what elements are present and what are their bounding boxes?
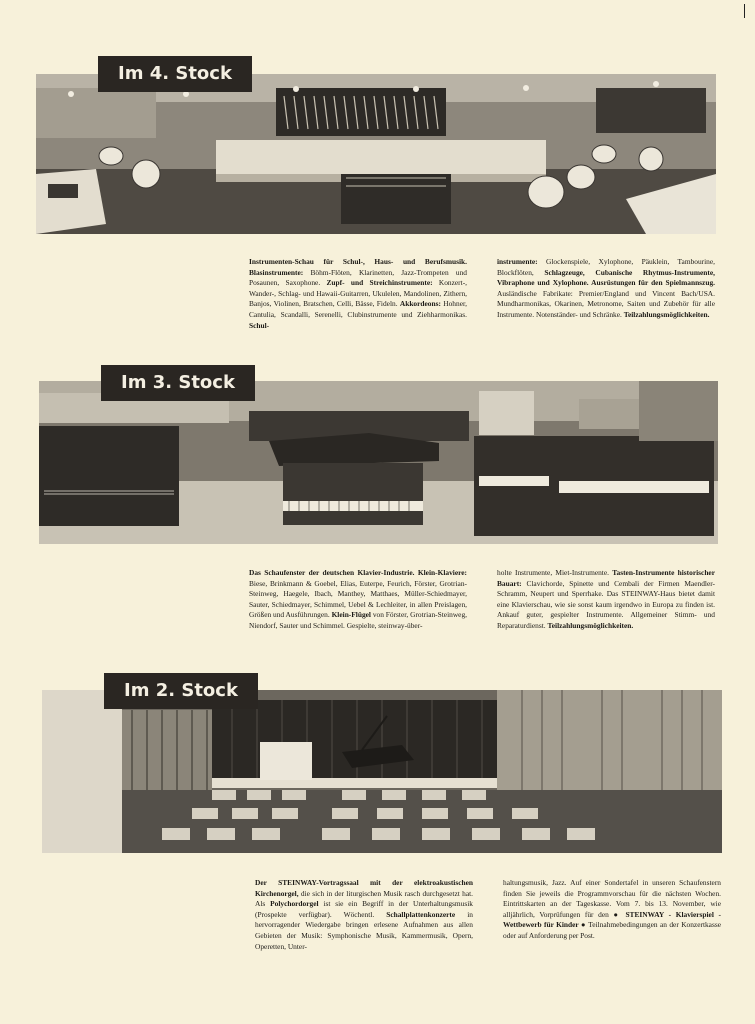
section-3-col-2 (497, 568, 715, 632)
text-run: Hohner, Cantulia, Scandalli, Serenelli, Clubinstrumente und Ziehharmonikas. (249, 299, 467, 319)
floor-label-4: Im 4. Stock (98, 56, 252, 92)
photo-4th-floor-instrument-showroom (36, 74, 716, 234)
floor-label-3: Im 3. Stock (101, 365, 255, 401)
text-run: Clavichorde, Spinette und Cembali der Firmen Maendler-Schramm, Neupert und Sperrhake. Das STEINWAY-Haus bietet damit eine Klavierschau, wie sie sonst kaum irgendwo in Europa zu finden ist. Ankauf guter, gespielter Instrumente. Allgemeiner Stimm- und Reparaturdienst. (497, 578, 715, 630)
text-run: in hervorragender Wiedergabe bringen erlesene Aufnahmen aus allen Gebieten der Musik: Symphonische Musik, Kammermusik, Opern, Operetten, Unter- (255, 909, 473, 951)
section-2-text (255, 878, 721, 952)
text-run: Ausländische Fabrikate: Premier/England und Vincent Bach/USA. Mundharmonikas, Okarinen, Metronome, Saiten und Zubehör für alle Instrumente. Notenständer- und Schränke. (497, 288, 715, 319)
text-run: ist sie ein Begriff in der Unterhaltungsmusik (Prospekte verfügbar). Wöchentl. (255, 899, 473, 919)
bold-text-run: ● STEINWAY - Klavierspiel - Wettbewerb für Kinder ● (503, 909, 721, 930)
bold-text-run: Tasten-Instrumente historischer Bauart: (497, 568, 715, 588)
bold-text-run: Polychordorgel (270, 899, 319, 909)
section-3-text (249, 568, 715, 632)
section-4-col-1 (249, 257, 467, 331)
text-run: Konzert-, Wander-, Schlag- und Hawaii-Guitarren, Ukulelen, Mandolinen, Zithern, Banjos, Violinen, Bratschen, Celli, Bässe, Fideln. (249, 278, 468, 309)
bold-text-run: instrumente: (497, 257, 538, 266)
bold-text-run: Zupf- und Streichinstrumente: (326, 278, 433, 288)
bold-text-run: Akkordeons: (399, 299, 441, 309)
section-2-col-2 (503, 878, 721, 952)
section-3-col-1 (249, 568, 467, 632)
section-2-col-1 (255, 878, 473, 952)
bold-text-run: Schlagzeuge, Cubanische Rhytmus-Instrumente, Vibraphone und Xylophone. Ausrüstungen für den Spielmannszug. (497, 267, 715, 288)
bold-text-run: Teilzahlungsmöglichkeiten. (623, 309, 710, 319)
text-run: Glockenspiele, Xylophone, Päuklein, Tambourine, Blockflöten, (497, 257, 715, 277)
text-run: von Förster, Grotrian-Steinweg, Niendorf, Sauter und Schimmel. Gespielte, steinway-über- (249, 610, 467, 630)
bold-text-run: Teilzahlungsmöglichkeiten. (547, 620, 634, 630)
bold-text-run: Das Schaufenster der deutschen Klavier-Industrie. Klein-Klaviere: (249, 568, 467, 577)
text-run: haltungsmusik, Jazz. Auf einer Sondertafel in unseren Schaufenstern finden Sie jeweils die Programmvorschau für die nächsten Wochen. Eintrittskarten an der Tageskasse. Vom 7. bis 13. November, wie alljährlich, Vorprüfungen für den (503, 878, 721, 919)
text-run: holte Instrumente, Miet-Instrumente. (497, 568, 613, 577)
edge-mark (744, 4, 745, 18)
text-run: Biese, Brinkmann & Goebel, Elias, Euterpe, Feurich, Förster, Grotrian-Steinweg, Haegele, Ibach, Manthey, Matthaes, Müller-Schiedmayer, Sauter, Schiedmayer, Schimmel, Uebel & Lechleiter, in allen Preislagen, Größen und Ausführungen. (249, 578, 467, 620)
bold-text-run: Schallplattenkonzerte (386, 909, 456, 919)
text-run: Teilnahmebedingungen an der Konzertkasse oder auf Anforderung per Post. (503, 920, 721, 940)
section-4-text (249, 257, 715, 331)
floor-label-2: Im 2. Stock (104, 673, 258, 709)
bold-text-run: Der STEINWAY-Vortragssaal mit der elektroakustischen Kirchenorgel, (255, 878, 473, 898)
text-run: die sich in der liturgischen Musik rasch durchgesetzt hat. Als (255, 888, 473, 909)
text-run: Böhm-Flöten, Klarinetten, Jazz-Trompeten und Posaunen, Saxophone. (249, 267, 467, 288)
bold-text-run: Instrumenten-Schau für Schul-, Haus- und Berufsmusik. Blasinstrumente: (249, 257, 467, 277)
section-4-col-2 (497, 257, 715, 331)
bold-text-run: Schul- (249, 320, 270, 330)
photo-2nd-floor-recital-hall (42, 690, 722, 853)
bold-text-run: Klein-Flügel (331, 610, 371, 620)
photo-3rd-floor-piano-showroom (39, 381, 718, 544)
